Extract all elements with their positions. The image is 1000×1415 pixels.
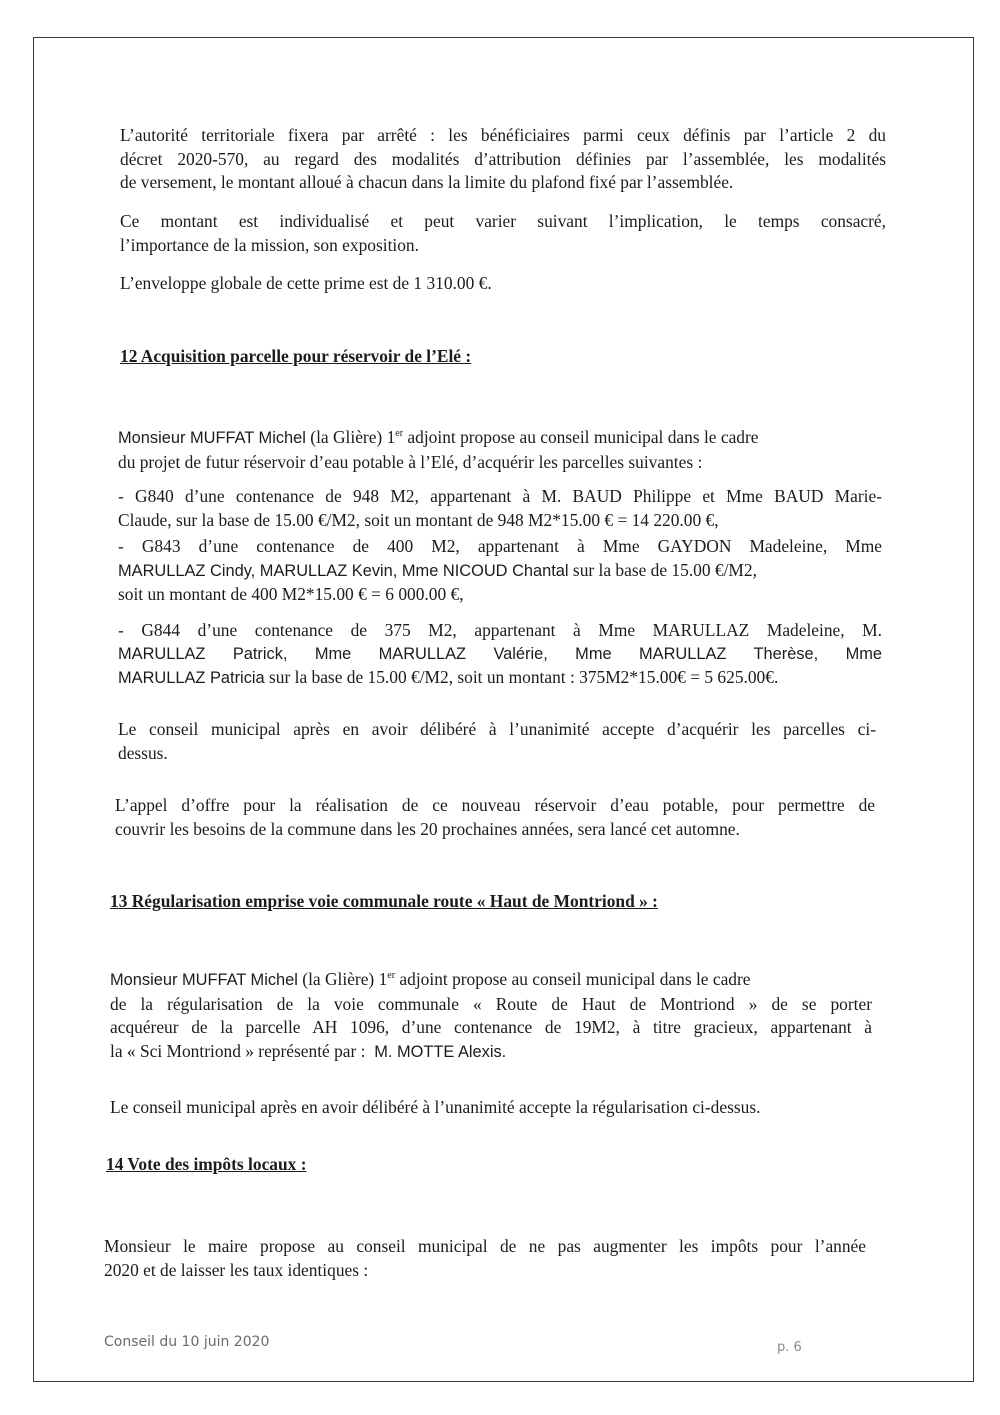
text-line: L’enveloppe globale de cette prime est de 1 310.00 €.	[120, 273, 492, 293]
text-line: - G844 d’une contenance de 375 M2, appartenant à Mme MARULLAZ Madeleine, M.	[118, 620, 882, 640]
text-line: de versement, le montant alloué à chacun dans la limite du plafond fixé par l’assemblée.	[120, 172, 734, 192]
section-12-intro	[118, 426, 882, 474]
text-line: Monsieur MUFFAT Michel (la Glière) 1er adjoint propose au conseil municipal dans le cadre	[118, 427, 759, 447]
text-line: Le conseil municipal après en avoir délibéré à l’unanimité accepte d’acquérir les parcelles ci-	[118, 719, 876, 739]
text-line: L’autorité territoriale fixera par arrêté : les bénéficiaires parmi ceux définis par l’article 2 du	[120, 125, 886, 145]
text-line: dessus.	[118, 742, 168, 763]
text-line: MARULLAZ Cindy, MARULLAZ Kevin, Mme NICOUD Chantal sur la base de 15.00 €/M2,	[118, 559, 757, 580]
text-line: du projet de futur réservoir d’eau potable à l’Elé, d’acquérir les parcelles suivantes :	[118, 451, 703, 472]
intro-paragraph-1	[120, 124, 886, 195]
text-line: Claude, sur la base de 15.00 €/M2, soit un montant de 948 M2*15.00 € = 14 220.00 €,	[118, 509, 719, 530]
footer-meeting-date: Conseil du 10 juin 2020	[104, 1334, 270, 1350]
text-line: Monsieur MUFFAT Michel (la Glière) 1er adjoint propose au conseil municipal dans le cadre	[110, 969, 751, 989]
section-14-text	[104, 1235, 866, 1282]
page-number: p. 6	[777, 1340, 802, 1355]
text-line: l’importance de la mission, son exposition.	[120, 234, 419, 255]
text-line: - G840 d’une contenance de 948 M2, appartenant à M. BAUD Philippe et Mme BAUD Marie-	[118, 486, 882, 506]
text-line: - G843 d’une contenance de 400 M2, appartenant à Mme GAYDON Madeleine, Mme	[118, 536, 882, 556]
text-line: 2020 et de laisser les taux identiques :	[104, 1259, 369, 1280]
intro-paragraph-3	[120, 272, 886, 296]
intro-paragraph-2	[120, 210, 886, 257]
text-line: soit un montant de 400 M2*15.00 € = 6 000.00 €,	[118, 584, 464, 604]
section-13-text	[110, 968, 872, 1064]
text-line: Ce montant est individualisé et peut varier suivant l’implication, le temps consacré,	[120, 211, 886, 231]
section-13-heading: 13 Régularisation emprise voie communale route « Haut de Montriond » :	[110, 891, 658, 911]
parcel-g843	[118, 535, 882, 607]
section-12-decision	[118, 718, 876, 765]
text-line: de la régularisation de la voie communale « Route de Haut de Montriond » de se porter	[110, 993, 872, 1014]
parcel-g844	[118, 619, 882, 691]
text-line: Monsieur le maire propose au conseil municipal de ne pas augmenter les impôts pour l’année	[104, 1236, 866, 1256]
section-12-appel-offre	[115, 794, 875, 841]
text-line: MARULLAZ Patrick, Mme MARULLAZ Valérie, Mme MARULLAZ Therèse, Mme	[118, 644, 882, 663]
section-14-heading: 14 Vote des impôts locaux :	[106, 1154, 307, 1174]
text-line: acquéreur de la parcelle AH 1096, d’une contenance de 19M2, à titre gracieux, appartenant à	[110, 1017, 872, 1037]
text-line: la « Sci Montriond » représenté par : M. MOTTE Alexis.	[110, 1040, 507, 1061]
text-line: décret 2020-570, au regard des modalités d’attribution définies par l’assemblée, les modalités	[120, 148, 886, 169]
section-12-heading: 12 Acquisition parcelle pour réservoir de l’Elé :	[120, 346, 472, 366]
text-line: Le conseil municipal après en avoir délibéré à l’unanimité accepte la régularisation ci-dessus.	[110, 1097, 761, 1117]
text-line: couvrir les besoins de la commune dans les 20 prochaines années, sera lancé cet automne.	[115, 818, 740, 839]
parcel-g840	[118, 485, 882, 532]
section-13-decision	[110, 1096, 880, 1120]
text-line: MARULLAZ Patricia sur la base de 15.00 €/M2, soit un montant : 375M2*15.00€ = 5 625.00€.	[118, 667, 779, 687]
text-line: L’appel d’offre pour la réalisation de ce nouveau réservoir d’eau potable, pour permettre de	[115, 795, 875, 815]
